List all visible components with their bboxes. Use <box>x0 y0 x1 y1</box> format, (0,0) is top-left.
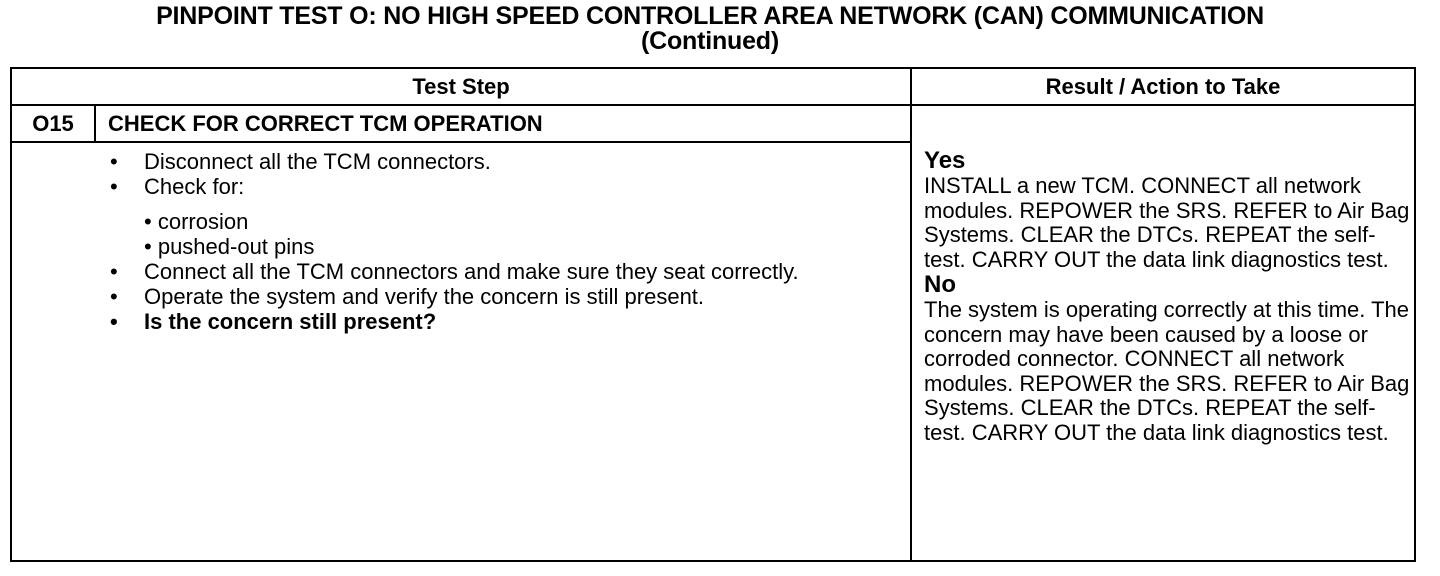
step-item <box>12 174 910 199</box>
bullet: • <box>110 284 118 309</box>
title-sub: (Continued) <box>640 27 780 55</box>
step-title: CHECK FOR CORRECT TCM OPERATION <box>95 105 911 142</box>
step-item-question <box>12 309 910 334</box>
sub-item <box>144 234 910 259</box>
step-item-text: Disconnect all the TCM connectors. <box>144 149 491 174</box>
sub-item-text: pushed-out pins <box>157 234 315 259</box>
sub-item <box>144 209 910 234</box>
bullet: • <box>110 174 118 199</box>
sub-bullet: • <box>144 209 152 234</box>
header-test-step: Test Step <box>11 68 911 105</box>
yes-label: Yes <box>924 147 966 174</box>
step-number: O15 <box>11 105 95 142</box>
step-item-text: Check for: <box>144 174 245 199</box>
yes-action-text: INSTALL a new TCM. CONNECT all network modules. REPOWER the SRS. REFER to Air Bag Systems. CLEAR the DTCs. REPEAT the self-test. CARRY OUT the data link diagnostics test. <box>924 173 1410 272</box>
title-main: PINPOINT TEST O: NO HIGH SPEED CONTROLLER AREA NETWORK (CAN) COMMUNICATION <box>156 2 1264 30</box>
step-item <box>12 149 910 174</box>
bullet: • <box>110 309 118 334</box>
header-result: Result / Action to Take <box>911 68 1415 105</box>
bullet: • <box>110 259 118 284</box>
check-sublist <box>12 209 910 259</box>
step-item <box>12 284 910 309</box>
sub-item-text: corrosion <box>157 209 249 234</box>
page-title <box>0 4 1420 54</box>
no-action-text: The system is operating correctly at this time. The concern may have been caused by a loose or corroded connector. CONNECT all network modules. REPOWER the SRS. REFER to Air Bag Systems. CLEAR the DTCs. REPEAT the self-test. CARRY OUT the data link diagnostics test. <box>924 297 1410 445</box>
pinpoint-test-table <box>10 67 1416 562</box>
sub-bullet: • <box>144 234 152 259</box>
step-item <box>12 259 910 284</box>
step-body <box>11 142 911 561</box>
result-cell <box>911 105 1415 561</box>
no-label: No <box>924 271 957 298</box>
step-item-text: Operate the system and verify the concern is still present. <box>144 284 705 309</box>
step-question-text: Is the concern still present? <box>144 309 437 334</box>
bullet: • <box>110 149 118 174</box>
step-item-text: Connect all the TCM connectors and make sure they seat correctly. <box>144 259 799 284</box>
